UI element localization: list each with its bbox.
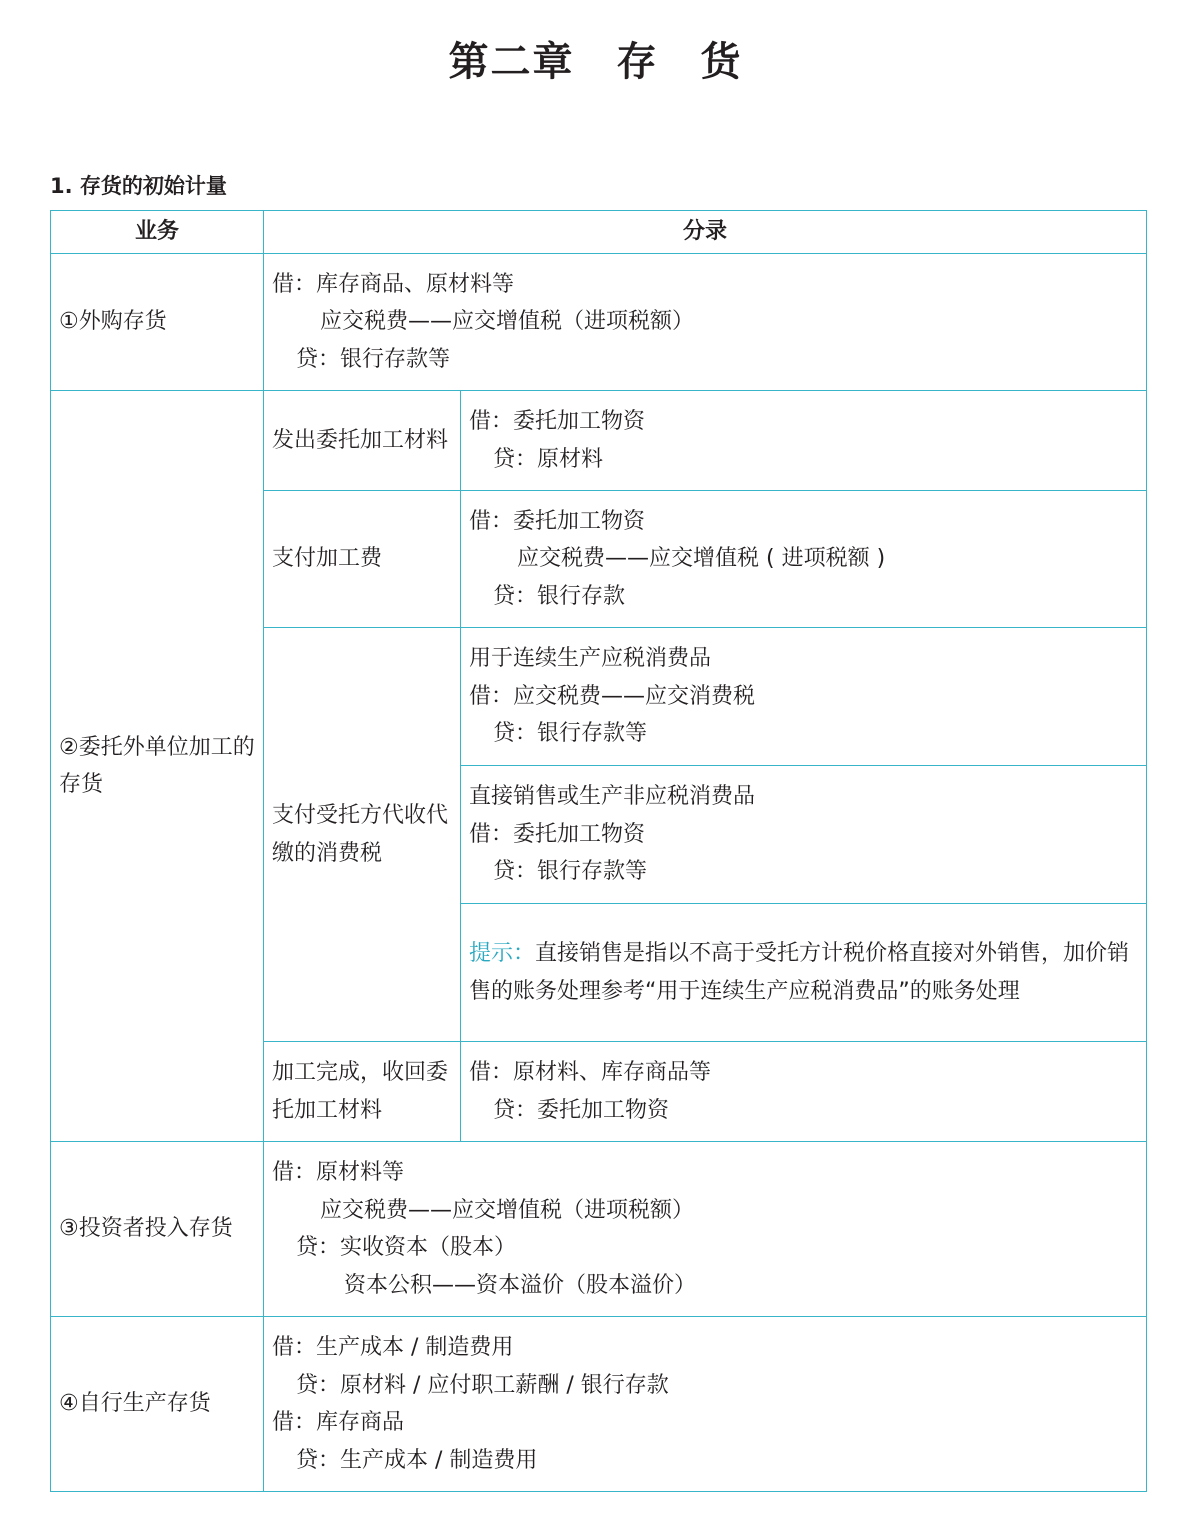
entry-line: 贷：实收资本（股本） bbox=[296, 1235, 517, 1260]
tip-cell bbox=[461, 904, 1147, 1042]
entry-line: 贷：银行存款等 bbox=[493, 721, 648, 747]
tip-text: 直接销售是指以不高于受托方计税价格直接对外销售，加价销售的账务处理参考“用于连续生产应税消费品”的账务处理 bbox=[469, 941, 1130, 1004]
business-cell bbox=[51, 391, 264, 1142]
sub-business-cell bbox=[264, 1042, 461, 1142]
inventory-measurement-table bbox=[50, 210, 1147, 1492]
entry-cell bbox=[461, 491, 1147, 628]
chapter-title: 第二章 存 货 bbox=[448, 39, 743, 85]
business-cell bbox=[51, 254, 264, 391]
entry-line: 资本公积——资本溢价（股本溢价） bbox=[344, 1272, 697, 1298]
tip-label: 提示： bbox=[469, 941, 536, 966]
table-row bbox=[51, 254, 1147, 391]
sub-business-label: 加工完成，收回委托加工材料 bbox=[272, 1060, 449, 1123]
entry-line: 直接销售或生产非应税消费品 bbox=[469, 784, 756, 810]
sub-business-label: 发出委托加工材料 bbox=[272, 427, 449, 453]
entry-line: 贷：银行存款等 bbox=[493, 859, 648, 885]
entry-cell bbox=[461, 628, 1147, 766]
table-header-row bbox=[51, 211, 1147, 254]
entry-line: 借：原材料等 bbox=[272, 1160, 405, 1185]
entry-line: 借：生产成本 / 制造费用 bbox=[272, 1335, 514, 1360]
business-label: ①外购存货 bbox=[59, 309, 167, 335]
sub-business-cell bbox=[264, 491, 461, 628]
entry-line: 贷：生产成本 / 制造费用 bbox=[296, 1447, 538, 1473]
tip-paragraph bbox=[469, 935, 1138, 1010]
table-row bbox=[51, 391, 1147, 491]
entry-cell bbox=[264, 254, 1147, 391]
sub-business-cell bbox=[264, 391, 461, 491]
header-entry: 分录 bbox=[264, 211, 1147, 254]
entry-cell bbox=[461, 766, 1147, 904]
sub-business-label: 支付加工费 bbox=[272, 546, 383, 572]
entry-line: 贷：银行存款等 bbox=[296, 346, 451, 372]
entry-line: 贷：银行存款 bbox=[493, 583, 626, 609]
entry-line: 贷：原材料 bbox=[493, 446, 604, 472]
sub-business-label: 支付受托方代收代缴的消费税 bbox=[272, 803, 449, 866]
entry-line: 贷：委托加工物资 bbox=[493, 1097, 670, 1123]
entry-line: 借：委托加工物资 bbox=[469, 409, 646, 434]
entry-line: 借：委托加工物资 bbox=[469, 821, 646, 847]
business-label: ④自行生产存货 bbox=[59, 1391, 211, 1417]
entry-cell bbox=[264, 1317, 1147, 1492]
entry-line: 借：库存商品 bbox=[272, 1410, 405, 1435]
entry-line: 用于连续生产应税消费品 bbox=[469, 646, 712, 672]
entry-line: 借：委托加工物资 bbox=[469, 508, 646, 534]
table-row bbox=[51, 1317, 1147, 1492]
entry-line: 应交税费——应交增值税 ( 进项税额 ) bbox=[517, 546, 886, 572]
sub-business-cell bbox=[264, 628, 461, 1042]
entry-line: 应交税费——应交增值税（进项税额） bbox=[320, 1197, 695, 1223]
section-title: 1. 存货的初始计量 bbox=[50, 174, 227, 198]
business-label: ②委托外单位加工的存货 bbox=[59, 734, 255, 797]
entry-cell bbox=[461, 1042, 1147, 1142]
entry-line: 贷：原材料 / 应付职工薪酬 / 银行存款 bbox=[296, 1372, 669, 1398]
entry-line: 借：原材料、库存商品等 bbox=[469, 1060, 712, 1085]
entry-line: 借：应交税费——应交消费税 bbox=[469, 683, 756, 709]
business-cell bbox=[51, 1142, 264, 1317]
header-business: 业务 bbox=[51, 211, 264, 254]
entry-line: 借：库存商品、原材料等 bbox=[272, 271, 515, 297]
entry-line: 应交税费——应交增值税（进项税额） bbox=[320, 309, 695, 335]
table-row bbox=[51, 1142, 1147, 1317]
business-label: ③投资者投入存货 bbox=[59, 1216, 233, 1242]
entry-cell bbox=[264, 1142, 1147, 1317]
entry-cell bbox=[461, 391, 1147, 491]
business-cell bbox=[51, 1317, 264, 1492]
